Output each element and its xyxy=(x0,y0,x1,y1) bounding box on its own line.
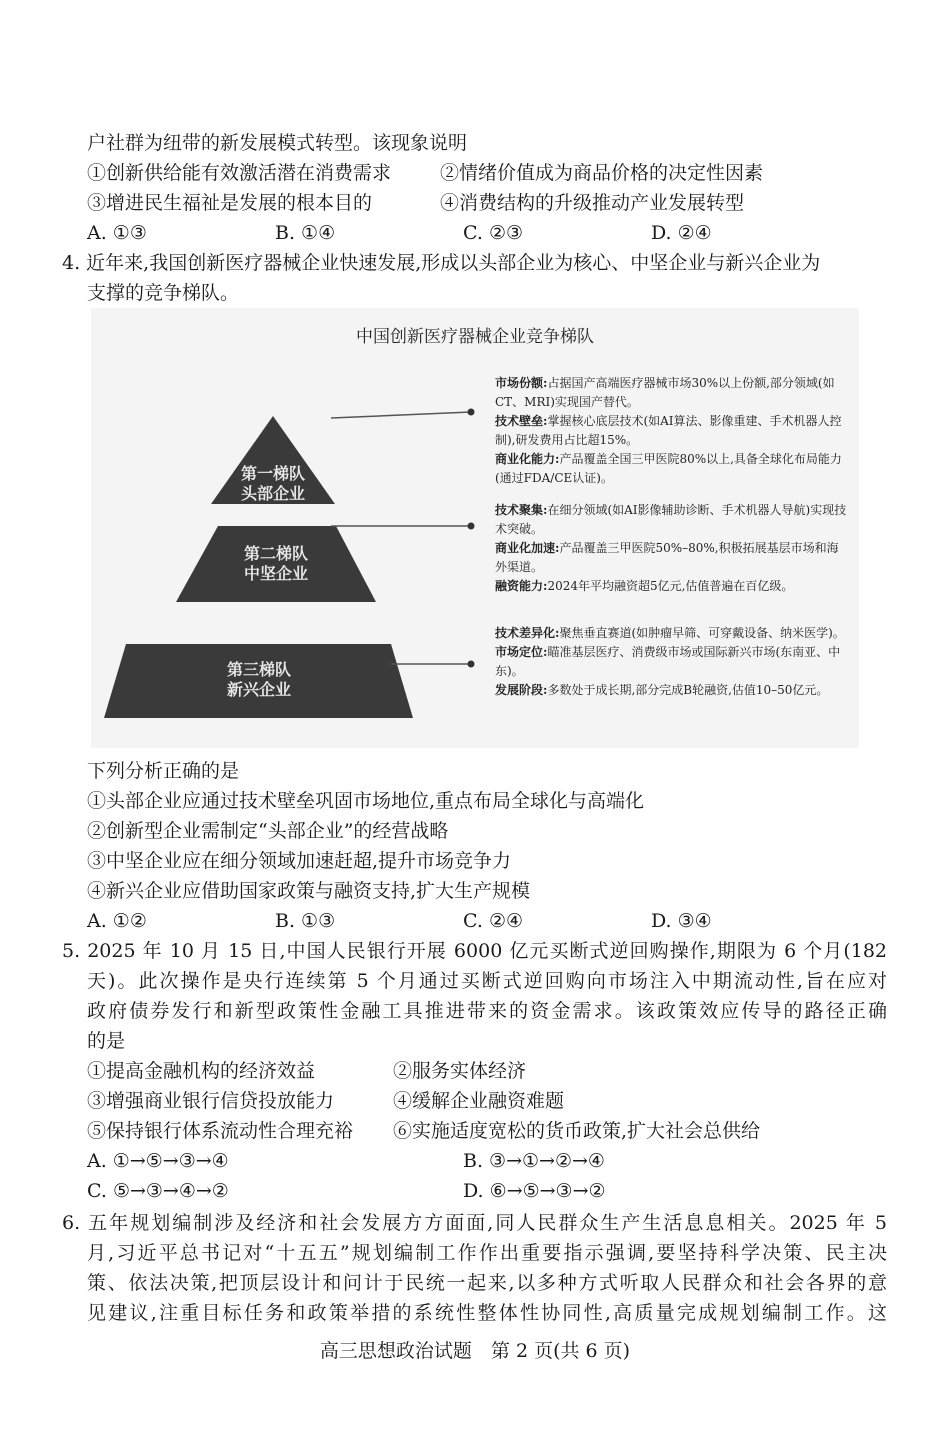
q5-statement-5: ⑤保持银行体系流动性合理充裕 xyxy=(87,1120,354,1142)
q3-statement-3: ③增进民生福祉是发展的根本目的 xyxy=(87,192,373,214)
tier-figure xyxy=(91,308,859,748)
q4-prompt: 下列分析正确的是 xyxy=(87,760,240,782)
q4-statement-1: ①头部企业应通过技术壁垒巩固市场地位,重点布局全球化与高端化 xyxy=(87,790,645,812)
q3-stem-tail: 户社群为纽带的新发展模式转型。该现象说明 xyxy=(87,132,468,154)
q4-statement-2: ②创新型企业需制定“头部企业”的经营战略 xyxy=(87,820,449,842)
tier-3-label xyxy=(179,660,339,700)
tier-2-item: 商业化加速:产品覆盖三甲医院50%–80%,积极拓展基层市场和海外渠道。 xyxy=(495,541,839,574)
q5-option-b: B. ③→①→②→④ xyxy=(463,1150,605,1172)
q5-statement-1: ①提高金融机构的经济效益 xyxy=(87,1060,316,1082)
q3-option-a: A. ①③ xyxy=(87,222,147,244)
connector-1 xyxy=(331,412,471,418)
q5-stem-line-1: 5. 2025 年 10 月 15 日,中国人民银行开展 6000 亿元买断式逆回购操作,期限为 6 个月(182 xyxy=(62,940,887,962)
page-footer: 高三思想政治试题 第 2 页(共 6 页) xyxy=(319,1340,631,1362)
q4-option-c: C. ②④ xyxy=(463,910,524,932)
q3-option-d: D. ②④ xyxy=(651,222,712,244)
q5-stem-line-2: 天)。此次操作是央行连续第 5 个月通过买断式逆回购向市场注入中期流动性,旨在应对 xyxy=(87,970,887,992)
tier-2-item: 技术聚集:在细分领域(如AI影像辅助诊断、手术机器人导航)实现技术突破。 xyxy=(495,503,847,536)
q3-option-b: B. ①④ xyxy=(275,222,336,244)
q6-stem-line-2: 月,习近平总书记对“十五五”规划编制工作作出重要指示强调,要坚持科学决策、民主决 xyxy=(87,1242,887,1264)
tier-1-label-line-2: 头部企业 xyxy=(240,484,305,503)
q5-stem-line-4: 的是 xyxy=(87,1030,126,1052)
tier-2-label-line-1: 第二梯队 xyxy=(243,544,308,563)
tier-2-label xyxy=(196,544,356,584)
tier-1-item: 商业化能力:产品覆盖全国三甲医院80%以上,具备全球化布局能力(通过FDA/CE认证)。 xyxy=(495,452,842,485)
q3-option-c: C. ②③ xyxy=(463,222,524,244)
tier-1-label-line-1: 第一梯队 xyxy=(240,464,305,483)
q4-statement-3: ③中坚企业应在细分领域加速赶超,提升市场竞争力 xyxy=(87,850,512,872)
tier-2-item: 融资能力:2024年平均融资超5亿元,估值普遍在百亿级。 xyxy=(495,579,794,593)
connector-1-dot xyxy=(468,409,475,416)
q4-option-b: B. ①③ xyxy=(275,910,336,932)
tier-1-description xyxy=(495,374,847,488)
tier-3-item: 技术差异化:聚焦垂直赛道(如肿瘤早筛、可穿戴设备、纳米医学)。 xyxy=(495,626,845,640)
q5-statement-3: ③增强商业银行信贷投放能力 xyxy=(87,1090,335,1112)
q4-option-a: A. ①② xyxy=(87,910,147,932)
tier-2-description xyxy=(495,501,847,596)
figure-title: 中国创新医疗器械企业竞争梯队 xyxy=(356,327,594,347)
q4-stem-line-1: 4. 近年来,我国创新医疗器械企业快速发展,形成以头部企业为核心、中坚企业与新兴企业为 xyxy=(62,252,821,274)
q5-statement-2: ②服务实体经济 xyxy=(393,1060,527,1082)
q4-statement-4: ④新兴企业应借助国家政策与融资支持,扩大生产规模 xyxy=(87,880,531,902)
tier-2-label-line-2: 中坚企业 xyxy=(243,564,308,583)
tier-3-label-line-1: 第三梯队 xyxy=(226,660,291,679)
tier-3-item: 市场定位:瞄准基层医疗、消费级市场或国际新兴市场(东南亚、中东)。 xyxy=(495,645,841,678)
connector-3-dot xyxy=(468,661,475,668)
q5-option-a: A. ①→⑤→③→④ xyxy=(87,1150,229,1172)
q5-option-d: D. ⑥→⑤→③→② xyxy=(463,1180,606,1202)
q5-statement-4: ④缓解企业融资难题 xyxy=(393,1090,565,1112)
tier-3-item: 发展阶段:多数处于成长期,部分完成B轮融资,估值10–50亿元。 xyxy=(495,683,829,697)
q6-stem-line-4: 见建议,注重目标任务和政策举措的系统性整体性协同性,高质量完成规划编制工作。这 xyxy=(87,1302,887,1324)
q3-statement-1: ①创新供给能有效激活潜在消费需求 xyxy=(87,162,392,184)
tier-3-description xyxy=(495,624,847,700)
q3-statement-2: ②情绪价值成为商品价格的决定性因素 xyxy=(440,162,764,184)
tier-1-item: 技术壁垒:掌握核心底层技术(如AI算法、影像重建、手术机器人控制),研发费用占比超15%。 xyxy=(495,414,842,447)
connector-2-dot xyxy=(468,523,475,530)
q5-option-c: C. ⑤→③→④→② xyxy=(87,1180,229,1202)
q4-stem-line-2: 支撑的竞争梯队。 xyxy=(87,282,240,304)
q5-statement-6: ⑥实施适度宽松的货币政策,扩大社会总供给 xyxy=(393,1120,761,1142)
tier-3-label-line-2: 新兴企业 xyxy=(226,680,291,699)
tier-1-item: 市场份额:占据国产高端医疗器械市场30%以上份额,部分领域(如CT、MRI)实现国产替代。 xyxy=(495,376,835,409)
tier-1-label xyxy=(211,464,335,504)
q4-option-d: D. ③④ xyxy=(651,910,712,932)
q5-stem-line-3: 政府债券发行和新型政策性金融工具推进带来的资金需求。该政策效应传导的路径正确 xyxy=(87,1000,887,1022)
q6-stem-line-3: 策、依法决策,把顶层设计和问计于民统一起来,以多种方式听取人民群众和社会各界的意 xyxy=(87,1272,887,1294)
q3-statement-4: ④消费结构的升级推动产业发展转型 xyxy=(440,192,745,214)
q6-stem-line-1: 6. 五年规划编制涉及经济和社会发展方方面面,同人民群众生产生活息息相关。2025 年 5 xyxy=(62,1212,887,1234)
